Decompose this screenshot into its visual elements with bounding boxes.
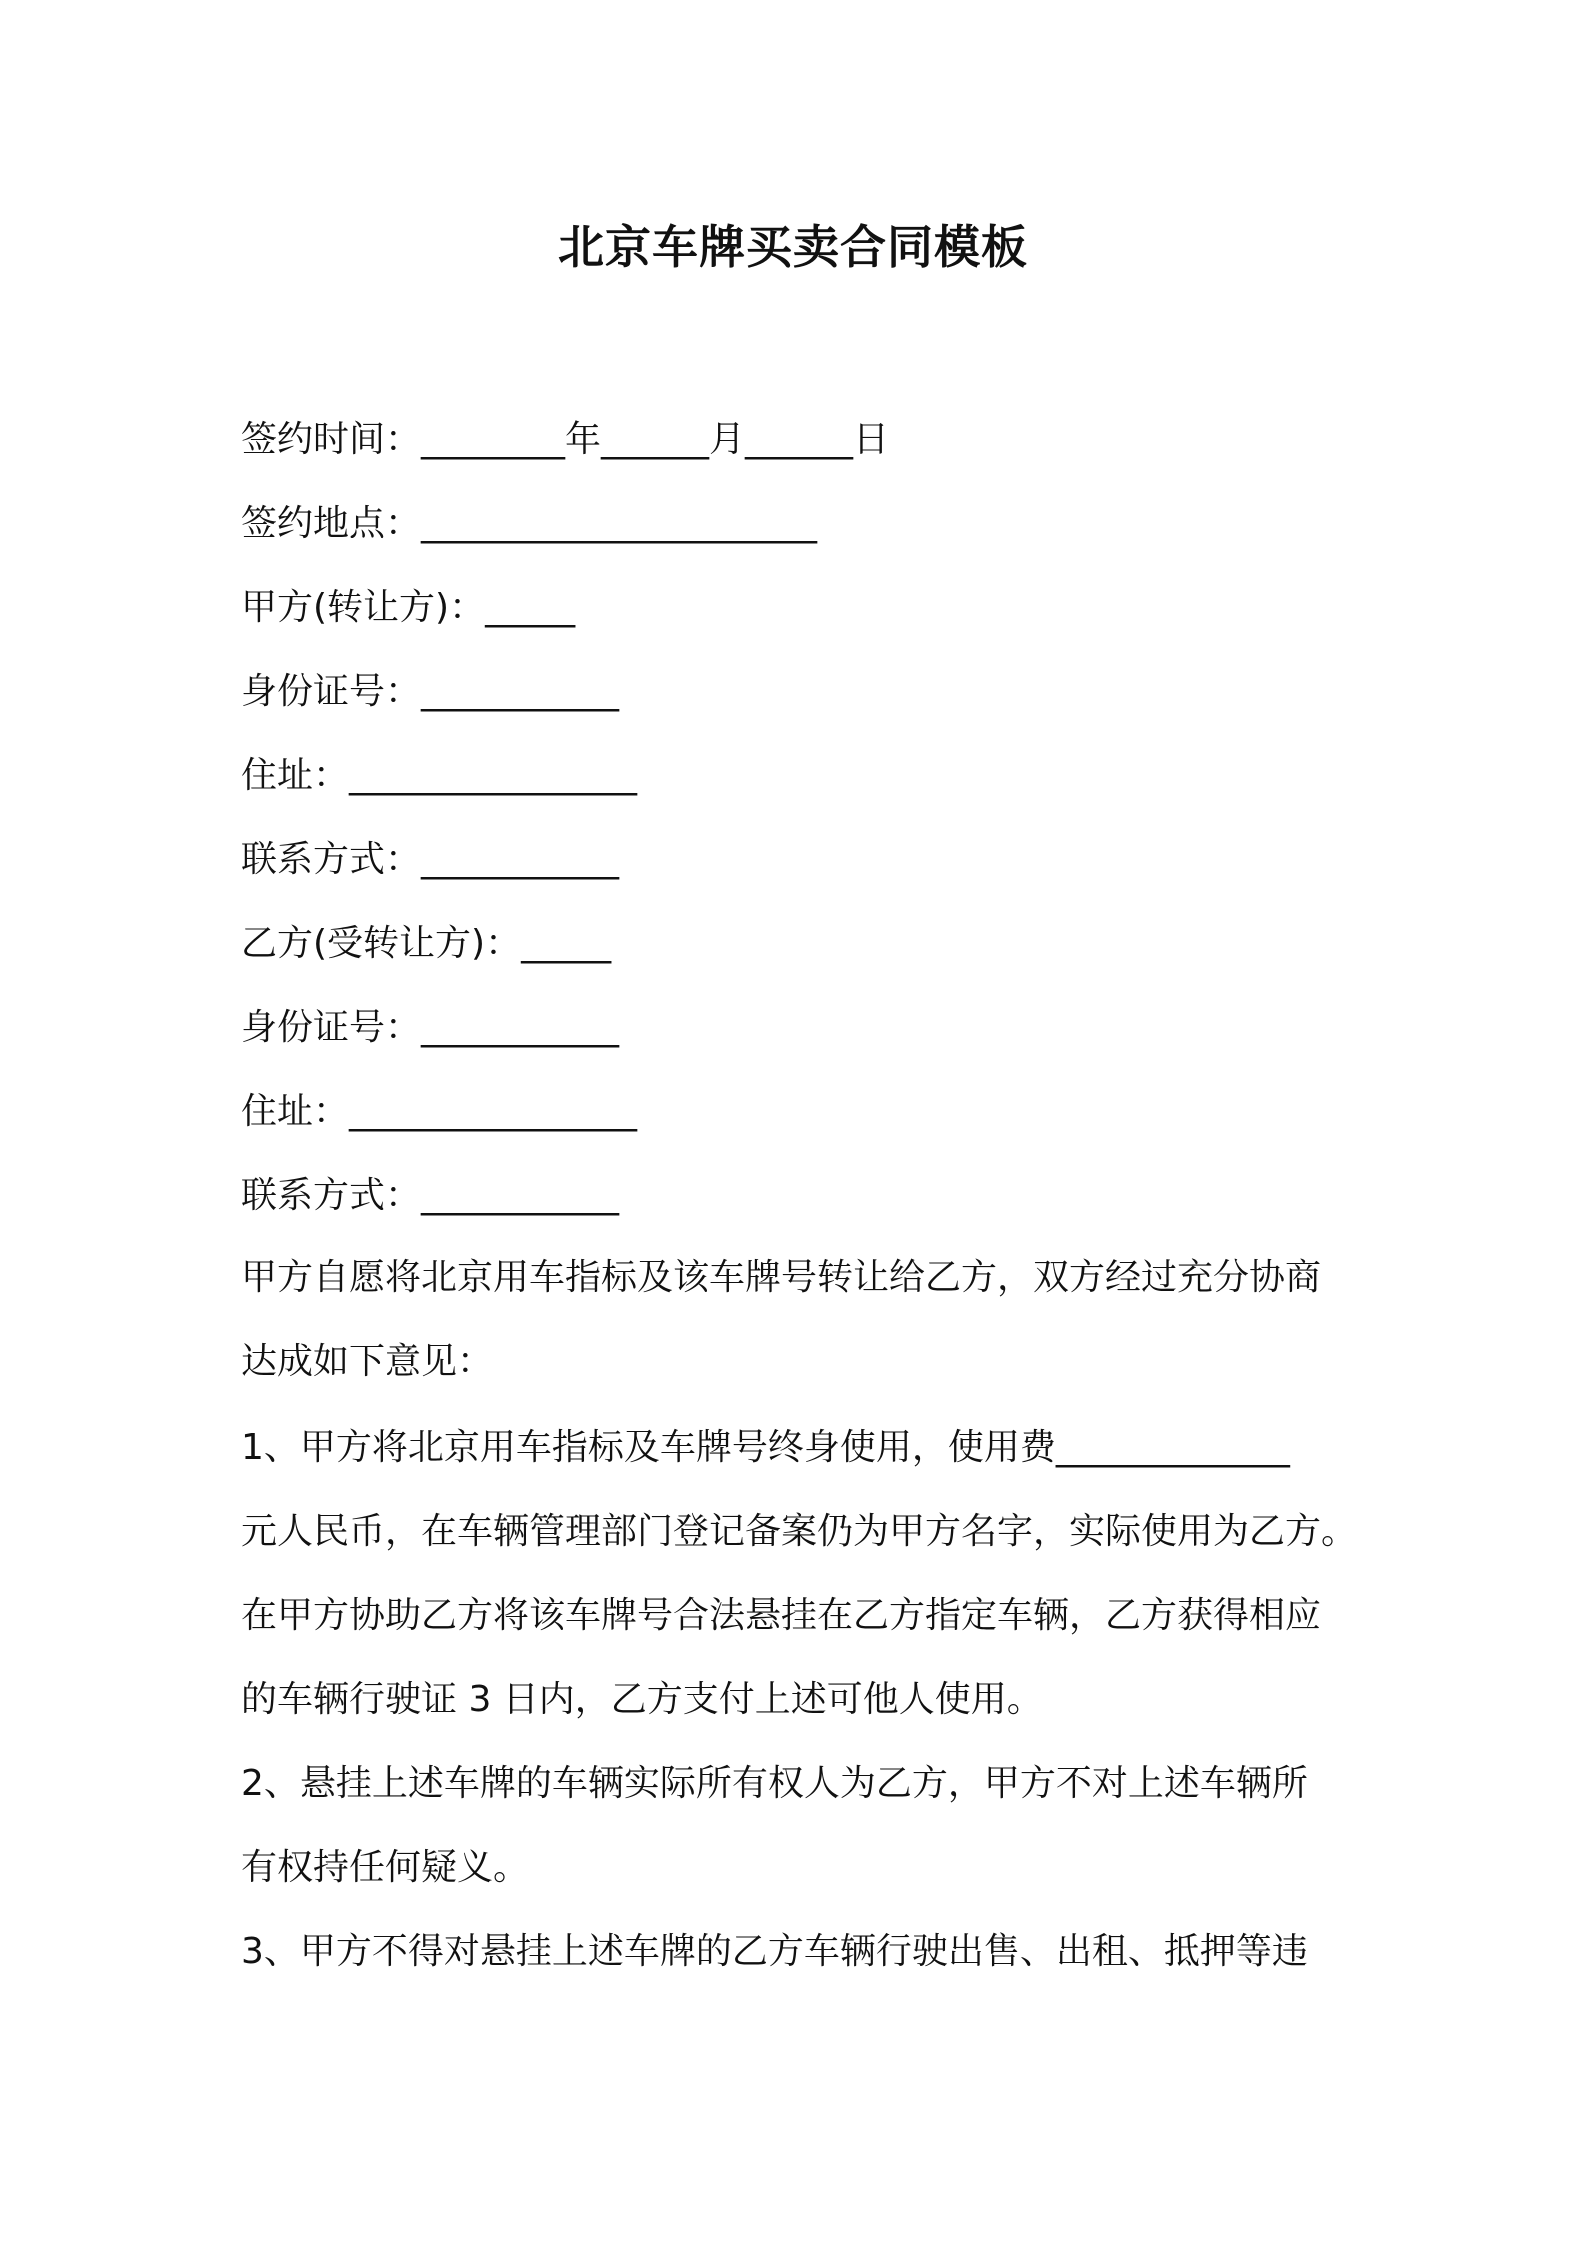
- document-title: 北京车牌买卖合同模板: [558, 220, 1028, 274]
- clause-1-line: 在甲方协助乙方将该车牌号合法悬挂在乙方指定车辆，乙方获得相应: [241, 1595, 1322, 1636]
- field-party-a: 甲方(转让方)：_____: [241, 587, 576, 628]
- field-party-b-address: 住址：________________: [241, 1091, 638, 1132]
- field-signing-place: 签约地点：______________________: [241, 503, 818, 544]
- field-party-a-address: 住址：________________: [241, 755, 638, 796]
- intro-line: 甲方自愿将北京用车指标及该车牌号转让给乙方，双方经过充分协商: [241, 1257, 1322, 1298]
- clause-1-line: 元人民币，在车辆管理部门登记备案仍为甲方名字，实际使用为乙方。: [241, 1511, 1358, 1552]
- field-party-a-id: 身份证号：___________: [241, 671, 620, 712]
- field-signing-time: 签约时间：________年______月______日: [241, 419, 890, 460]
- clause-2-line: 2、悬挂上述车牌的车辆实际所有权人为乙方，甲方不对上述车辆所: [241, 1763, 1308, 1804]
- clause-3-line: 3、甲方不得对悬挂上述车牌的乙方车辆行驶出售、出租、抵押等违: [241, 1931, 1308, 1972]
- field-party-b: 乙方(受转让方)：_____: [241, 923, 612, 964]
- clause-1-line: 1、甲方将北京用车指标及车牌号终身使用，使用费_____________: [241, 1427, 1290, 1468]
- field-party-b-contact: 联系方式：___________: [241, 1175, 620, 1216]
- clause-1-line: 的车辆行驶证 3 日内，乙方支付上述可他人使用。: [241, 1679, 1043, 1720]
- field-party-a-contact: 联系方式：___________: [241, 839, 620, 880]
- field-party-b-id: 身份证号：___________: [241, 1007, 620, 1048]
- clause-2-line: 有权持任何疑义。: [241, 1847, 530, 1888]
- intro-line: 达成如下意见：: [241, 1341, 494, 1382]
